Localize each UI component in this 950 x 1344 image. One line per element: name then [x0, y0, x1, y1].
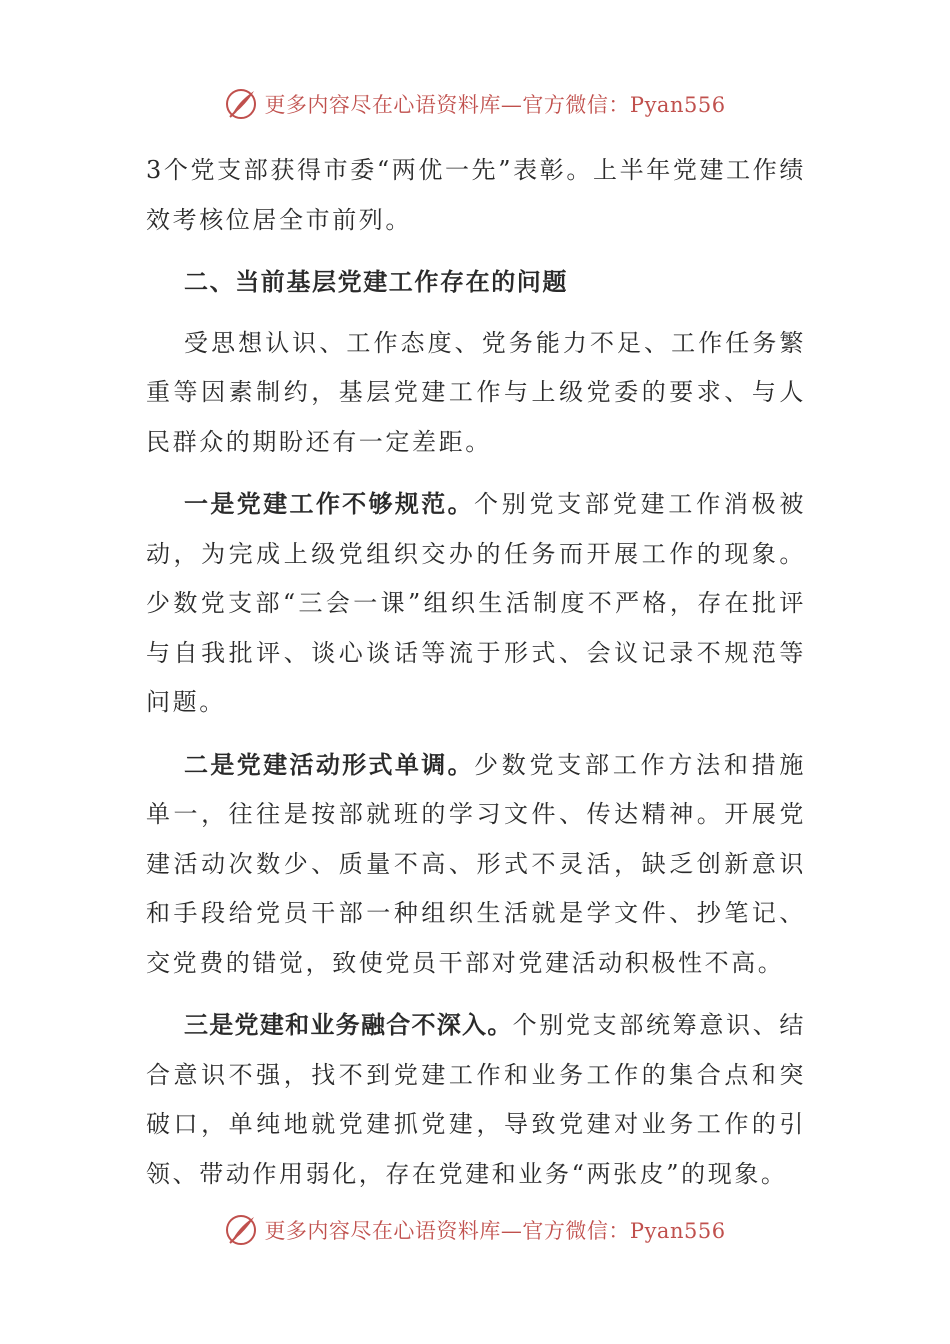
watermark-text: 更多内容尽在心语资料库—官方微信：Pyan556: [264, 1219, 726, 1243]
quill-pen-icon: [224, 1213, 258, 1247]
paragraph-problem-2: [146, 740, 806, 989]
problem-1-body: 个别党支部党建工作消极被动，为完成上级党组织交办的任务而开展工作的现象。少数党支部“三会一课”组织生活制度不严格，存在批评与自我批评、谈心谈话等流于形式、会议记录不规范等问题。: [146, 490, 806, 716]
document-body: [146, 146, 806, 1199]
problem-2-lead: 二是党建活动形式单调。: [184, 749, 474, 779]
problem-3-body: 个别党支部统筹意识、结合意识不强，找不到党建工作和业务工作的集合点和突破口，单纯地就党建抓党建，导致党建对业务工作的引领、带动作用弱化，存在党建和业务“两张皮”的现象。: [146, 1011, 806, 1188]
paragraph-problem-1: [146, 479, 806, 728]
problem-3-lead: 三是党建和业务融合不深入。: [184, 1010, 513, 1039]
problem-2-body: 少数党支部工作方法和措施单一，往往是按部就班的学习文件、传达精神。开展党建活动次数少、质量不高、形式不灵活，缺乏创新意识和手段给党员干部一种组织生活就是学文件、抄笔记、交党费的错觉，致使党员干部对党建活动积极性不高。: [146, 750, 806, 977]
watermark-text: 更多内容尽在心语资料库—官方微信：Pyan556: [264, 93, 726, 117]
quill-pen-icon: [224, 87, 258, 121]
paragraph-continuation: 3个党支部获得市委“两优一先”表彰。上半年党建工作绩效考核位居全市前列。: [146, 156, 806, 234]
paragraph-intro: 受思想认识、工作态度、党务能力不足、工作任务繁重等因素制约，基层党建工作与上级党委的要求、与人民群众的期盼还有一定差距。: [146, 328, 806, 456]
problem-1-lead: 一是党建工作不够规范。: [184, 489, 474, 518]
footer-watermark-banner: [0, 1210, 950, 1250]
header-watermark-banner: [0, 84, 950, 124]
paragraph-problem-3: [146, 1000, 806, 1199]
section-heading: 二、当前基层党建工作存在的问题: [184, 267, 568, 296]
